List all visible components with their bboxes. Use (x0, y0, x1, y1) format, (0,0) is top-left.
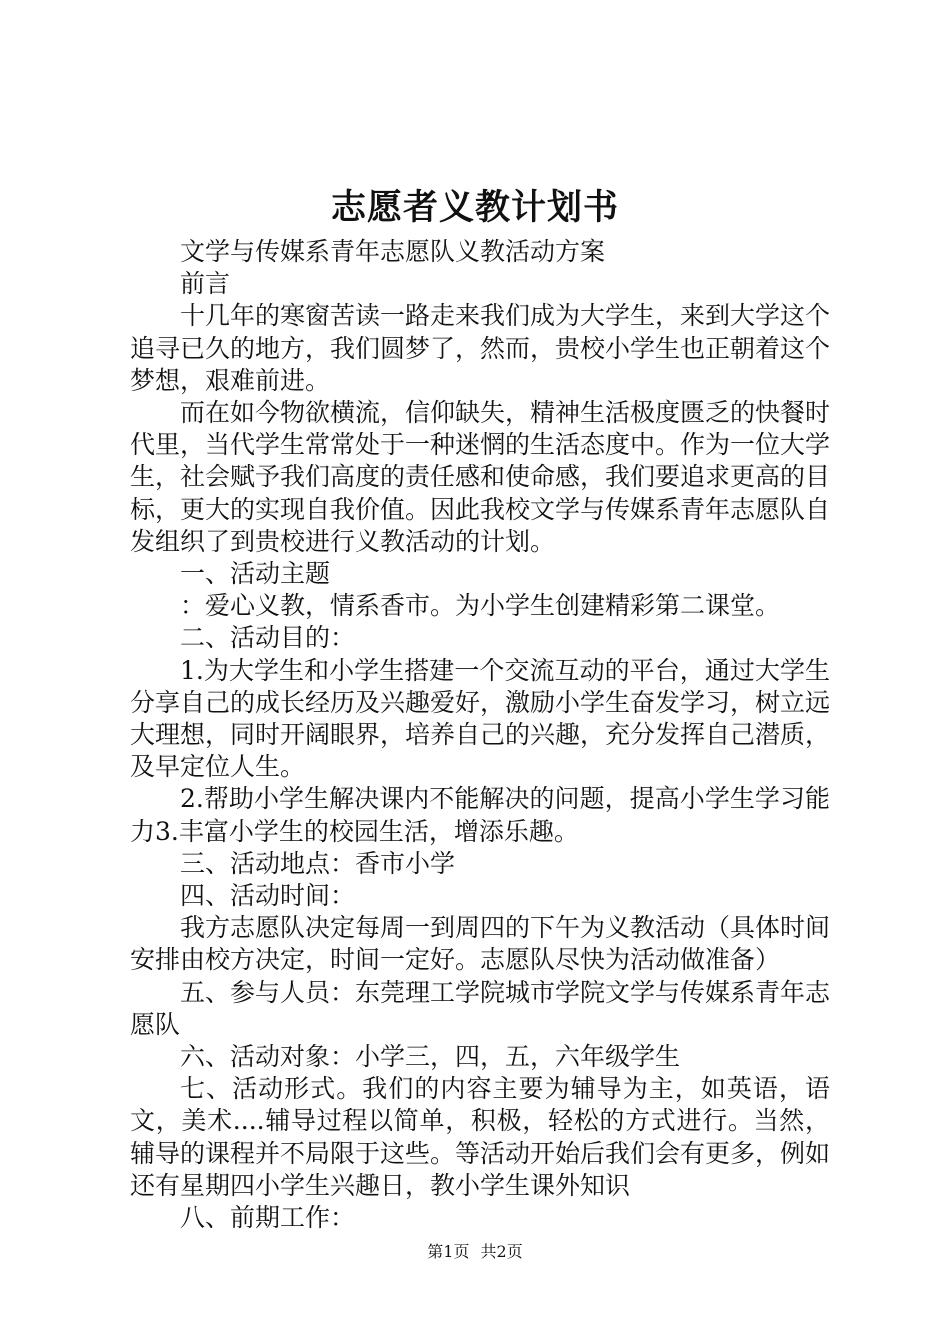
page-footer (0, 1240, 950, 1264)
section-heading-targets: 六、活动对象：小学三，四，五，六年级学生 (180, 1042, 681, 1072)
section-heading-participants: 五、参与人员：东莞理工学院城市学院文学与传媒系青年志愿队 (130, 977, 831, 1039)
document-title: 志愿者义教计划书 (330, 187, 619, 228)
section-heading-purpose: 二、活动目的： (180, 623, 356, 653)
page-number: 第1页 (427, 1242, 470, 1261)
body-paragraph: 2.帮助小学生解决课内不能解决的问题，提高小学生学习能力3.丰富小学生的校园生活，增添乐趣。 (130, 784, 830, 846)
subtitle-paragraph: 文学与传媒系青年志愿队义教活动方案 (180, 237, 606, 266)
body-paragraph: 1.为大学生和小学生搭建一个交流互动的平台，通过大学生分享自己的成长经历及兴趣爱好，激励小学生奋发学习，树立远大理想，同时开阔眼界，培养自己的兴趣，充分发挥自己潜质，及早定位人生。 (130, 655, 831, 782)
body-paragraph: 十几年的寒窗苦读一路走来我们成为大学生，来到大学这个追寻已久的地方，我们圆梦了，然而，贵校小学生也正朝着这个梦想，艰难前进。 (130, 301, 831, 395)
section-heading-time: 四、活动时间： (180, 881, 356, 911)
body-paragraph: 我方志愿队决定每周一到周四的下午为义教活动（具体时间安排由校方决定，时间一定好。志愿队尽快为活动做准备） (130, 913, 831, 975)
body-paragraph: 而在如今物欲横流，信仰缺失，精神生活极度匮乏的快餐时代里，当代学生常常处于一种迷惘的生活态度中。作为一位大学生，社会赋予我们高度的责任感和使命感，我们要追求更高的目标，更大的实现自我价值。因此我校文学与传媒系青年志愿队自发组织了到贵校进行义教活动的计划。 (130, 398, 831, 556)
section-heading-format: 七、活动形式。我们的内容主要为辅导为主，如英语，语文，美术....辅导过程以简单，积极，轻松的方式进行。当然，辅导的课程并不局限于这些。等活动开始后我们会有更多，例如还有星期四小学生兴趣日，教小学生课外知识 (130, 1074, 831, 1200)
section-heading-location: 三、活动地点：香市小学 (180, 848, 456, 878)
body-paragraph: ：爱心义教，情系香市。为小学生创建精彩第二课堂。 (180, 591, 781, 621)
preface-heading: 前言 (180, 269, 231, 299)
page-total: 共2页 (480, 1242, 523, 1261)
section-heading-theme: 一、活动主题 (180, 559, 331, 589)
section-heading-preparation: 八、前期工作： (180, 1203, 356, 1233)
document-body (130, 236, 830, 1234)
